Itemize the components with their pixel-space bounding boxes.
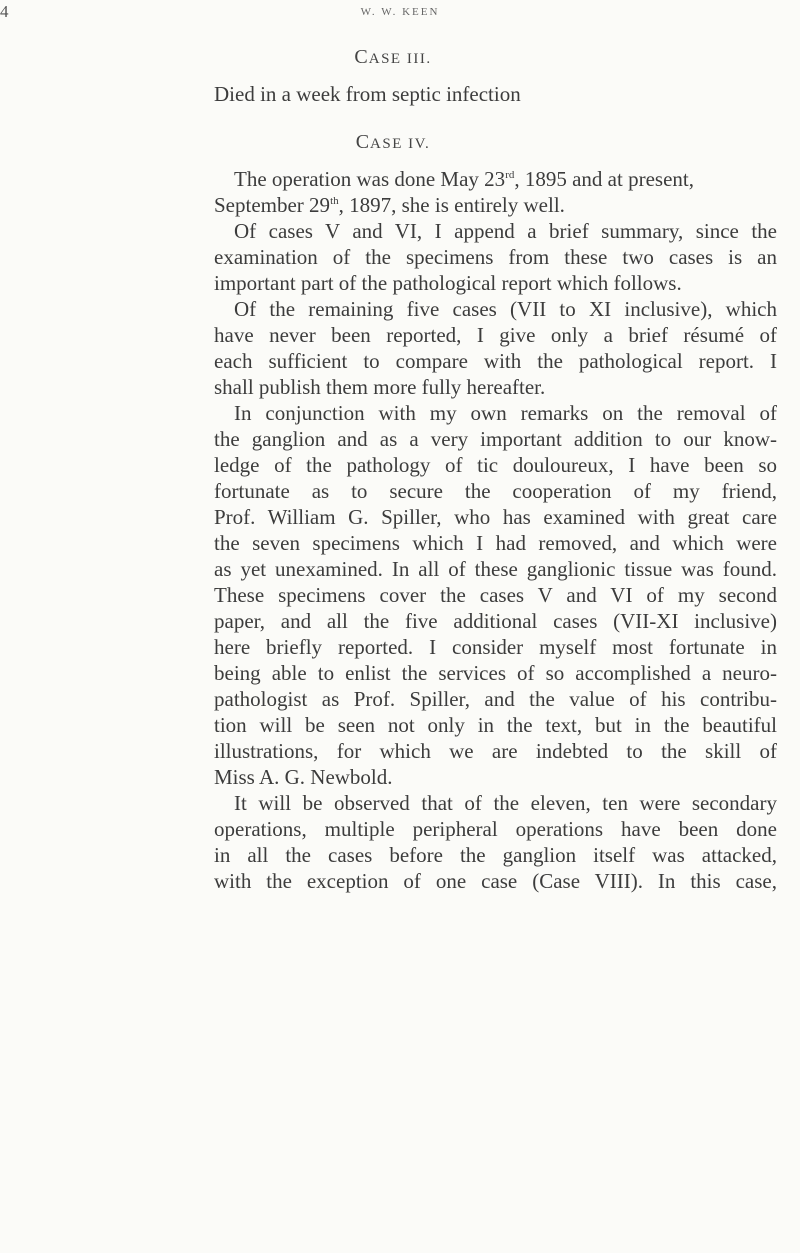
case-3-text: Died in a week from septic infection: [214, 82, 521, 106]
paragraph-line: paper, and all the five additional cases (VII-XI inclusive): [214, 609, 777, 633]
paragraph-line: Of cases V and VI, I append a brief summary, since the: [234, 219, 777, 243]
paragraph-line: operations, multiple peripheral operations have been done: [214, 817, 777, 841]
paragraph-line: These specimens cover the cases V and VI of my second: [214, 583, 777, 607]
paragraph-line: shall publish them more fully hereafter.: [214, 375, 546, 399]
paragraph-line: important part of the pathological report which follows.: [214, 271, 682, 295]
paragraph-line: ledge of the pathology of tic douloureux, I have been so: [214, 453, 777, 477]
case-4-heading-rest: ASE IV.: [370, 136, 431, 152]
paragraph-line: as yet unexamined. In all of these ganglionic tissue was found.: [214, 557, 777, 581]
paragraph-line: tion will be seen not only in the text, but in the beautiful: [214, 713, 777, 737]
paragraph-line: pathologist as Prof. Spiller, and the value of his contribu-: [214, 687, 777, 711]
paragraph-line: each sufficient to compare with the pathological report. I: [214, 349, 777, 373]
paragraph-line: In conjunction with my own remarks on the removal of: [234, 401, 777, 425]
paragraph-line: September 29th, 1897, she is entirely well.: [214, 193, 565, 217]
case-3-heading-initial: C: [354, 46, 369, 68]
paragraph-line: with the exception of one case (Case VIII). In this case,: [214, 869, 777, 893]
paragraph-line: examination of the specimens from these two cases is an: [214, 245, 777, 269]
paragraph-line: being able to enlist the services of so accomplished a neuro-: [214, 661, 777, 685]
paragraph-line: illustrations, for which we are indebted to the skill of: [214, 739, 777, 763]
paragraph-line: the seven specimens which I had removed, and which were: [214, 531, 777, 555]
paragraph-line: have never been reported, I give only a brief résumé of: [214, 323, 777, 347]
running-head: W. W. KEEN: [360, 6, 440, 18]
paragraph-line: fortunate as to secure the cooperation of my friend,: [214, 479, 777, 503]
page-number: 4: [0, 2, 9, 21]
case-3-heading: [214, 46, 572, 69]
paragraph-line: It will be observed that of the eleven, ten were secondary: [234, 791, 777, 815]
paragraph-line: Of the remaining five cases (VII to XI inclusive), which: [234, 297, 777, 321]
paragraph-line: The operation was done May 23rd, 1895 and at present,: [234, 167, 694, 191]
paragraph-line: the ganglion and as a very important addition to our know-: [214, 427, 777, 451]
case-3-heading-rest: ASE III.: [368, 51, 432, 67]
case-4-heading: [214, 131, 572, 154]
paragraph-line: Miss A. G. Newbold.: [214, 765, 393, 789]
paragraph-line: Prof. William G. Spiller, who has examined with great care: [214, 505, 777, 529]
paragraph-line: here briefly reported. I consider myself most fortunate in: [214, 635, 777, 659]
paragraph-line: in all the cases before the ganglion itself was attacked,: [214, 843, 777, 867]
case-4-heading-initial: C: [355, 131, 371, 153]
